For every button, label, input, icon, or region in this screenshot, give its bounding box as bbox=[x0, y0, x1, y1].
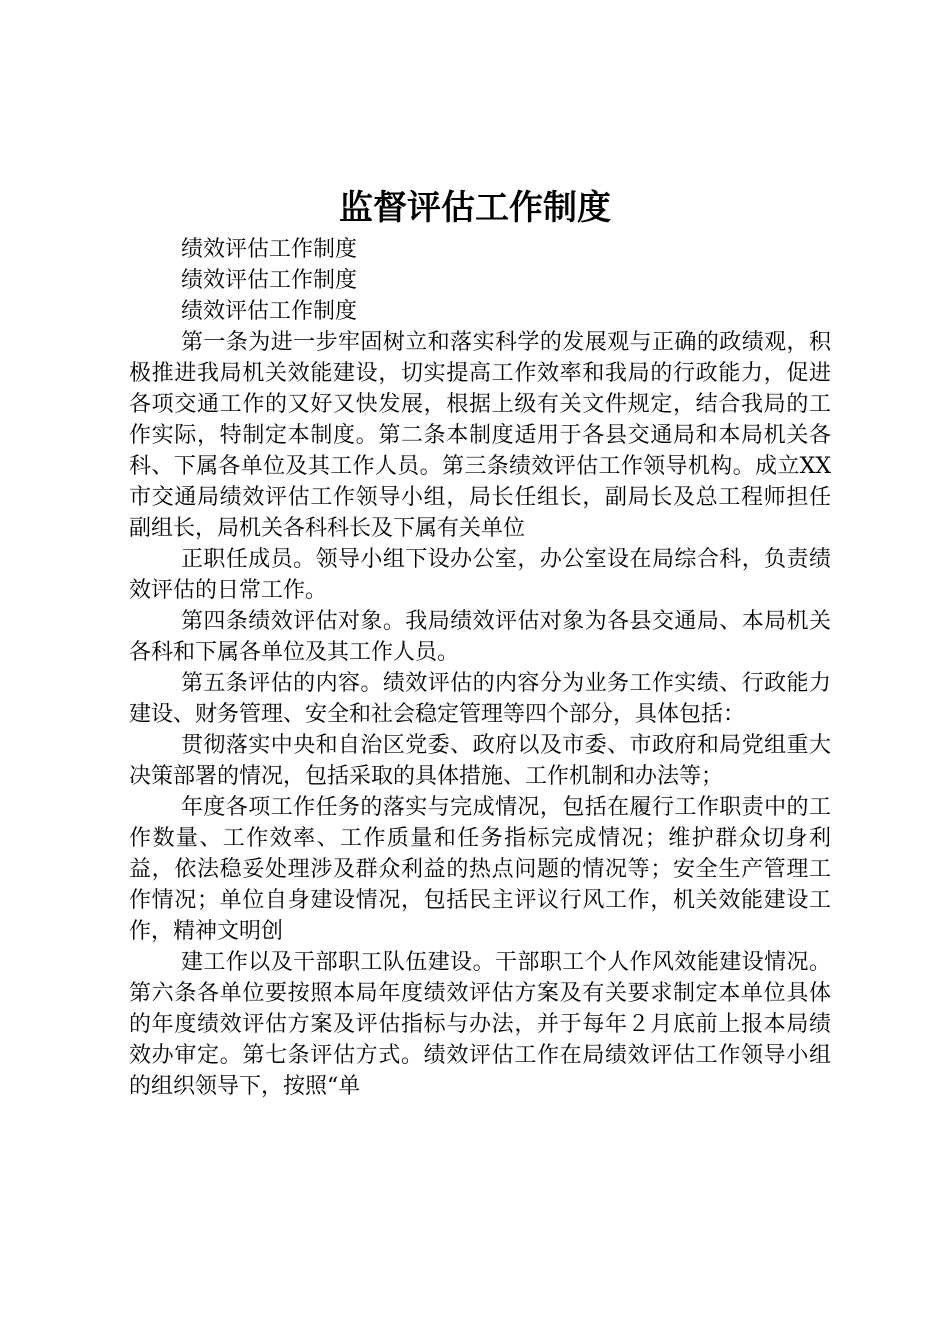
paragraph: 建工作以及干部职工队伍建设。干部职工个人作风效能建设情况。第六条各单位要按照本局年度绩效评估方案及有关要求制定本单位具体的年度绩效评估方案及评估指标与办法，并于每年２月底前上报本局绩效办审定。第七条评估方式。绩效评估工作在局绩效评估工作领导小组的组织领导下，按照“单 bbox=[129, 950, 831, 1099]
paragraph: 第一条为进一步牢固树立和落实科学的发展观与正确的政绩观，积极推进我局机关效能建设，切实提高工作效率和我局的行政能力，促进各项交通工作的又好又快发展，根据上级有关文件规定，结合我局的工作实际，特制定本制度。第二条本制度适用于各县交通局和本局机关各科、下属各单位及其工作人员。第三条绩效评估工作领导机构。成立XX市交通局绩效评估工作领导小组，局长任组长，副局长及总工程师担任副组长，局机关各科科长及下属有关单位 bbox=[129, 330, 831, 541]
paragraph: 贯彻落实中央和自治区党委、政府以及市委、市政府和局党组重大决策部署的情况，包括采取的具体措施、工作机制和办法等； bbox=[129, 733, 831, 789]
paragraph: 正职任成员。领导小组下设办公室，办公室设在局综合科，负责绩效评估的日常工作。 bbox=[129, 547, 831, 603]
paragraph: 绩效评估工作制度 bbox=[181, 237, 358, 262]
document-title: 监督评估工作制度 bbox=[339, 188, 611, 228]
paragraph: 第四条绩效评估对象。我局绩效评估对象为各县交通局、本局机关各科和下属各单位及其工作人员。 bbox=[129, 609, 831, 665]
paragraph: 年度各项工作任务的落实与完成情况，包括在履行工作职责中的工作数量、工作效率、工作质量和任务指标完成情况；维护群众切身利益，依法稳妥处理涉及群众利益的热点问题的情况等；安全生产管理工作情况；单位自身建设情况，包括民主评议行风工作，机关效能建设工作，精神文明创 bbox=[129, 795, 831, 944]
paragraph: 绩效评估工作制度 bbox=[181, 299, 358, 324]
document-body bbox=[129, 234, 831, 1102]
paragraph: 第五条评估的内容。绩效评估的内容分为业务工作实绩、行政能力建设、财务管理、安全和社会稳定管理等四个部分，具体包括： bbox=[129, 671, 831, 727]
paragraph: 绩效评估工作制度 bbox=[181, 268, 358, 293]
